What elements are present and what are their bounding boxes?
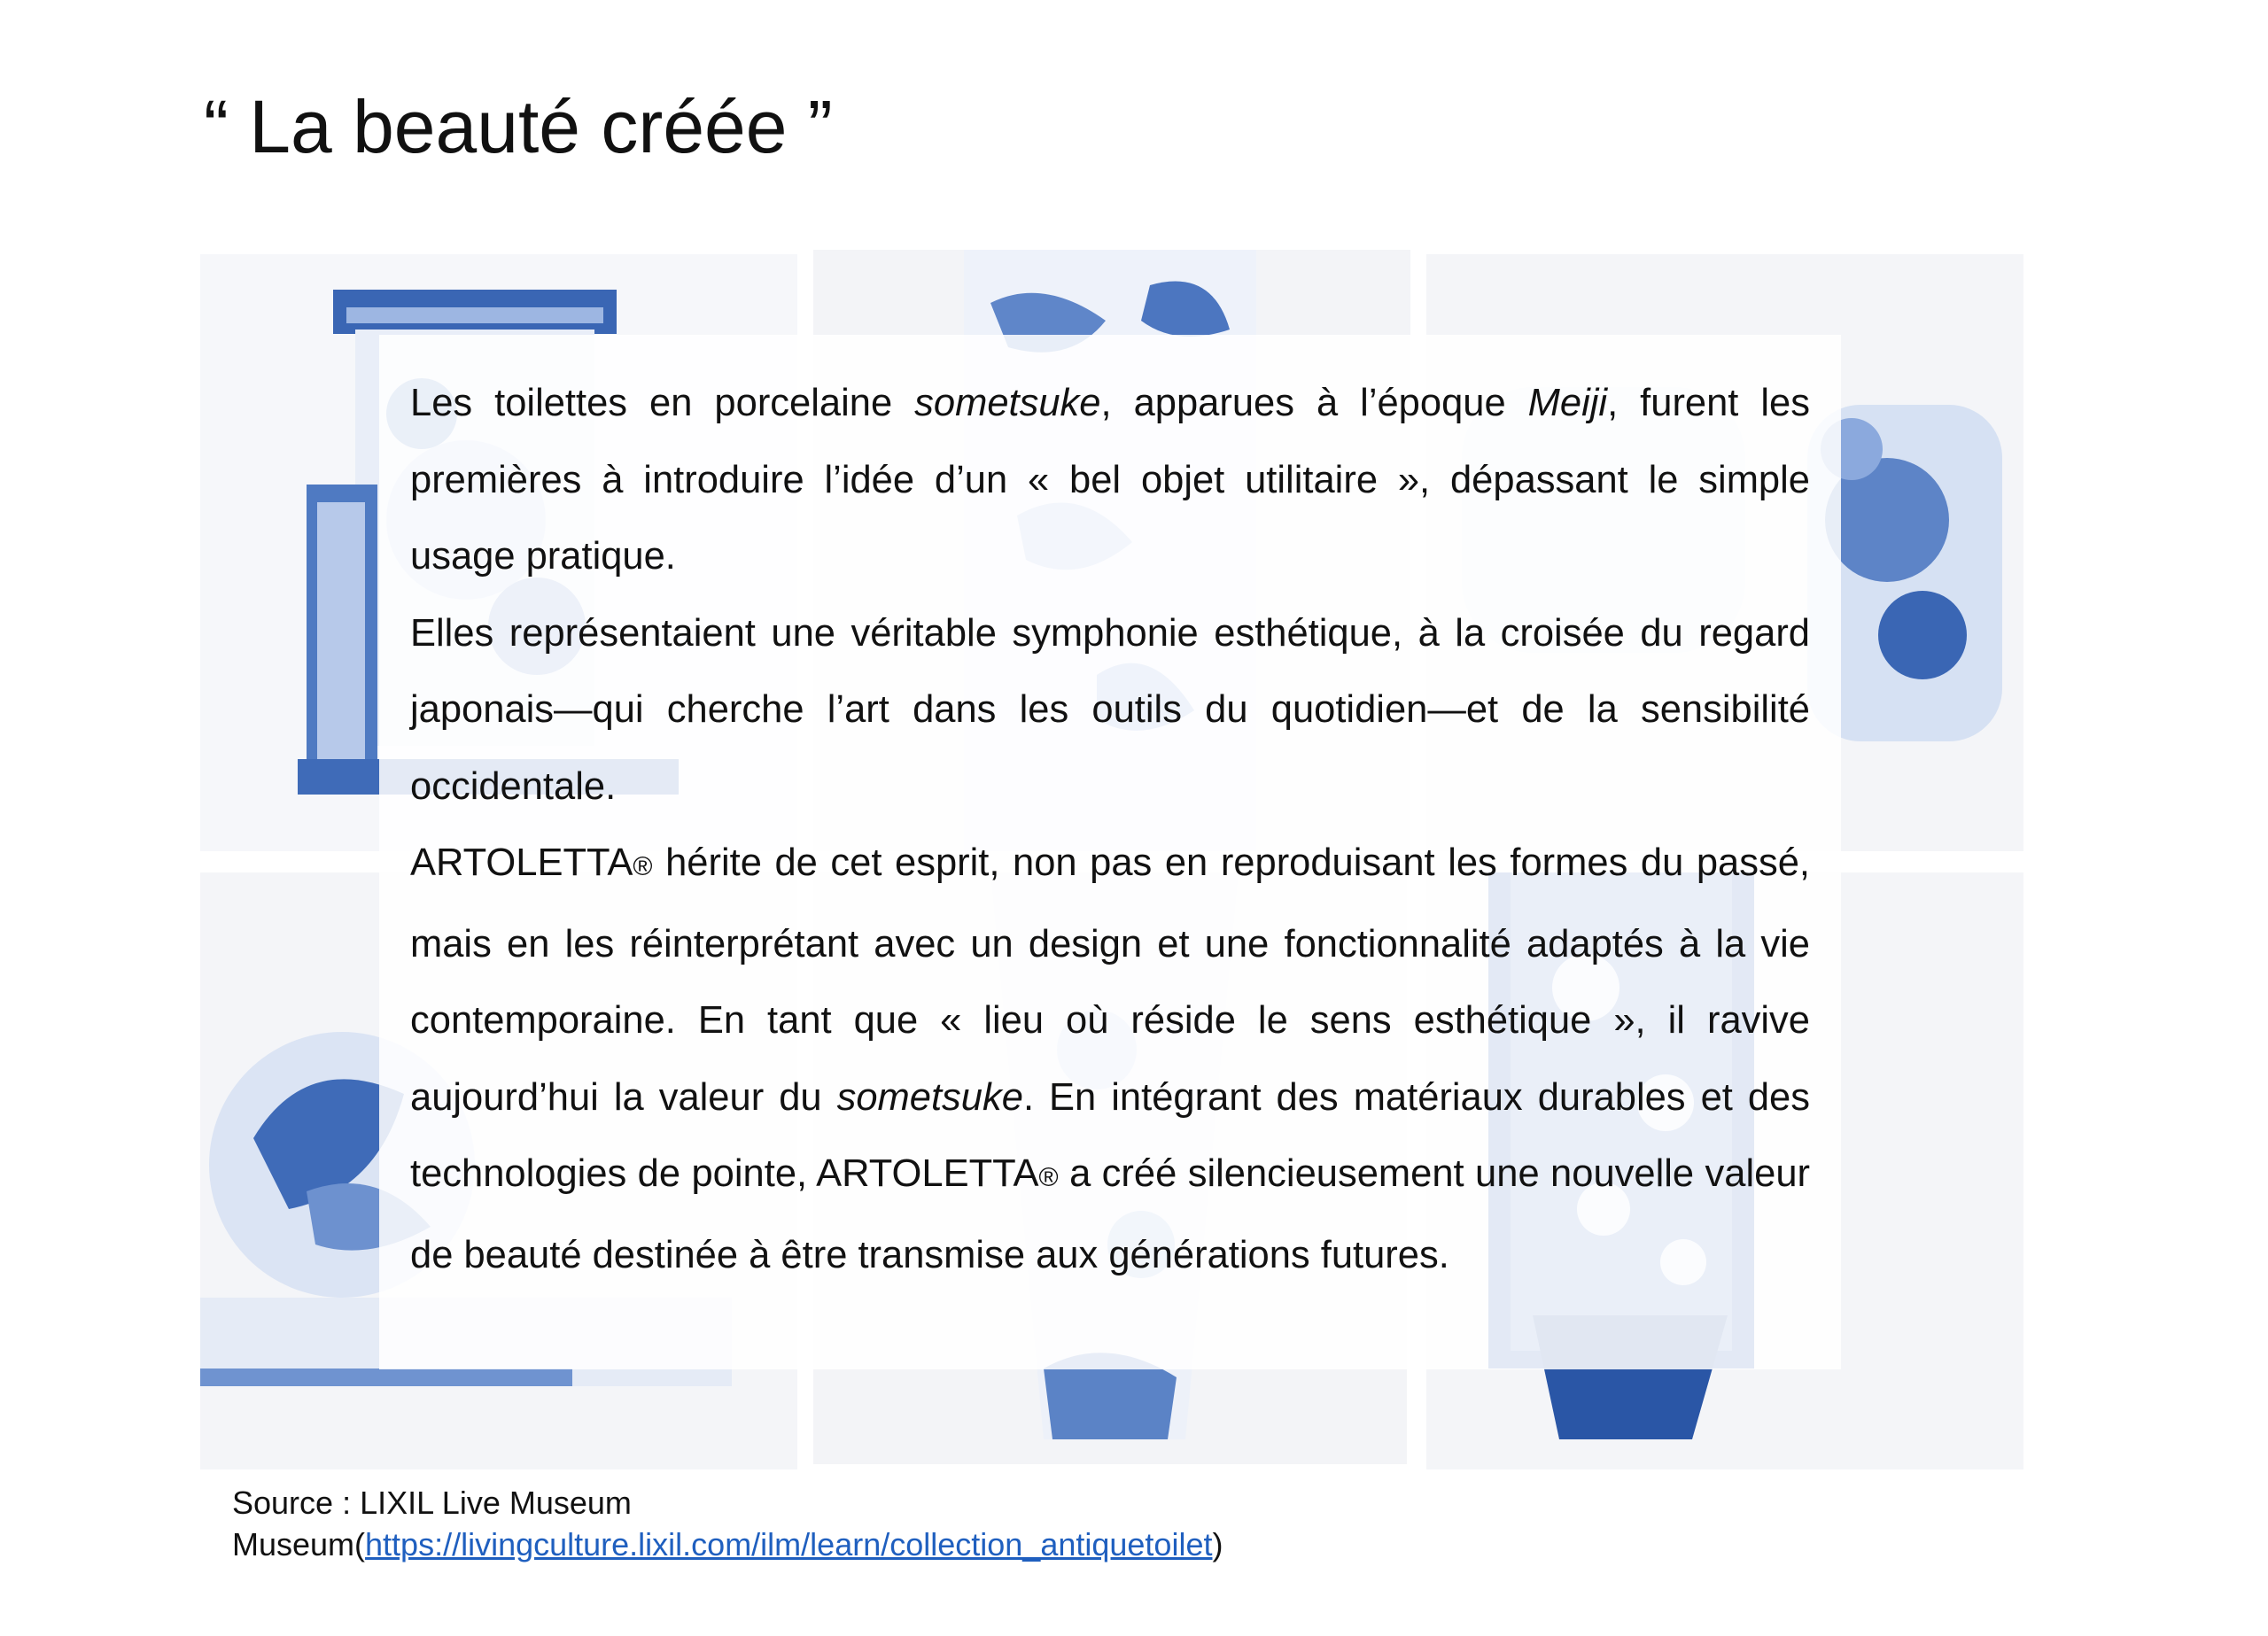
paragraph-3-part-b: hérite de cet esprit, non pas en reproduisant les formes du passé, mais en les réinterprétant avec un design et une fonctionnalité adaptés à la vie contemporaine. En tant que « lieu où réside le sens esthétique », il ravive aujourd’hui la valeur du: [410, 841, 1810, 1119]
source-line-2: [232, 1524, 1223, 1565]
registered-mark-2: ®: [1038, 1163, 1059, 1192]
registered-mark: ®: [633, 852, 653, 881]
source-line-1: Source : LIXIL Live Museum: [232, 1485, 632, 1521]
paragraph-3: [410, 825, 1810, 1293]
paragraph-3-sometsuke: sometsuke: [836, 1075, 1023, 1119]
paragraph-1-part-e: , furent les premières à introduire l’idée d’un « bel objet utilitaire », dépassant le simple usage pratique.: [410, 382, 1811, 578]
paragraph-3-part-e: a créé silencieusement une nouvelle valeur de beauté destinée à être transmise aux générations futures.: [410, 1152, 1810, 1276]
text-panel: [379, 335, 1841, 1369]
source-suffix: ): [1212, 1526, 1223, 1562]
paragraph-1-part-a: Les toilettes en porcelaine: [410, 382, 915, 424]
slide-title: “ La beauté créée ”: [204, 85, 833, 168]
paragraph-3-brand: ARTOLETTA: [410, 841, 633, 884]
paragraph-3-part-d: . En intégrant des matériaux durables et des technologies de pointe, ARTOLETTA: [410, 1075, 1810, 1195]
paragraph-1-meiji: Meiji: [1527, 382, 1608, 424]
source-link[interactable]: https://livingculture.lixil.com/ilm/learn/collection_antiquetoilet: [365, 1526, 1213, 1562]
paragraph-1-sometsuke: sometsuke: [914, 382, 1101, 424]
paragraph-1: [410, 365, 1810, 595]
source-caption: [232, 1482, 1223, 1565]
paragraph-2: Elles représentaient une véritable symphonie esthétique, à la croisée du regard japonais—qui cherche l’art dans les outils du quotidien—et de la sensibilité occidentale.: [410, 611, 1810, 808]
paragraph-1-part-c: , apparues à l’époque: [1100, 382, 1528, 424]
source-prefix: Museum(: [232, 1526, 366, 1562]
